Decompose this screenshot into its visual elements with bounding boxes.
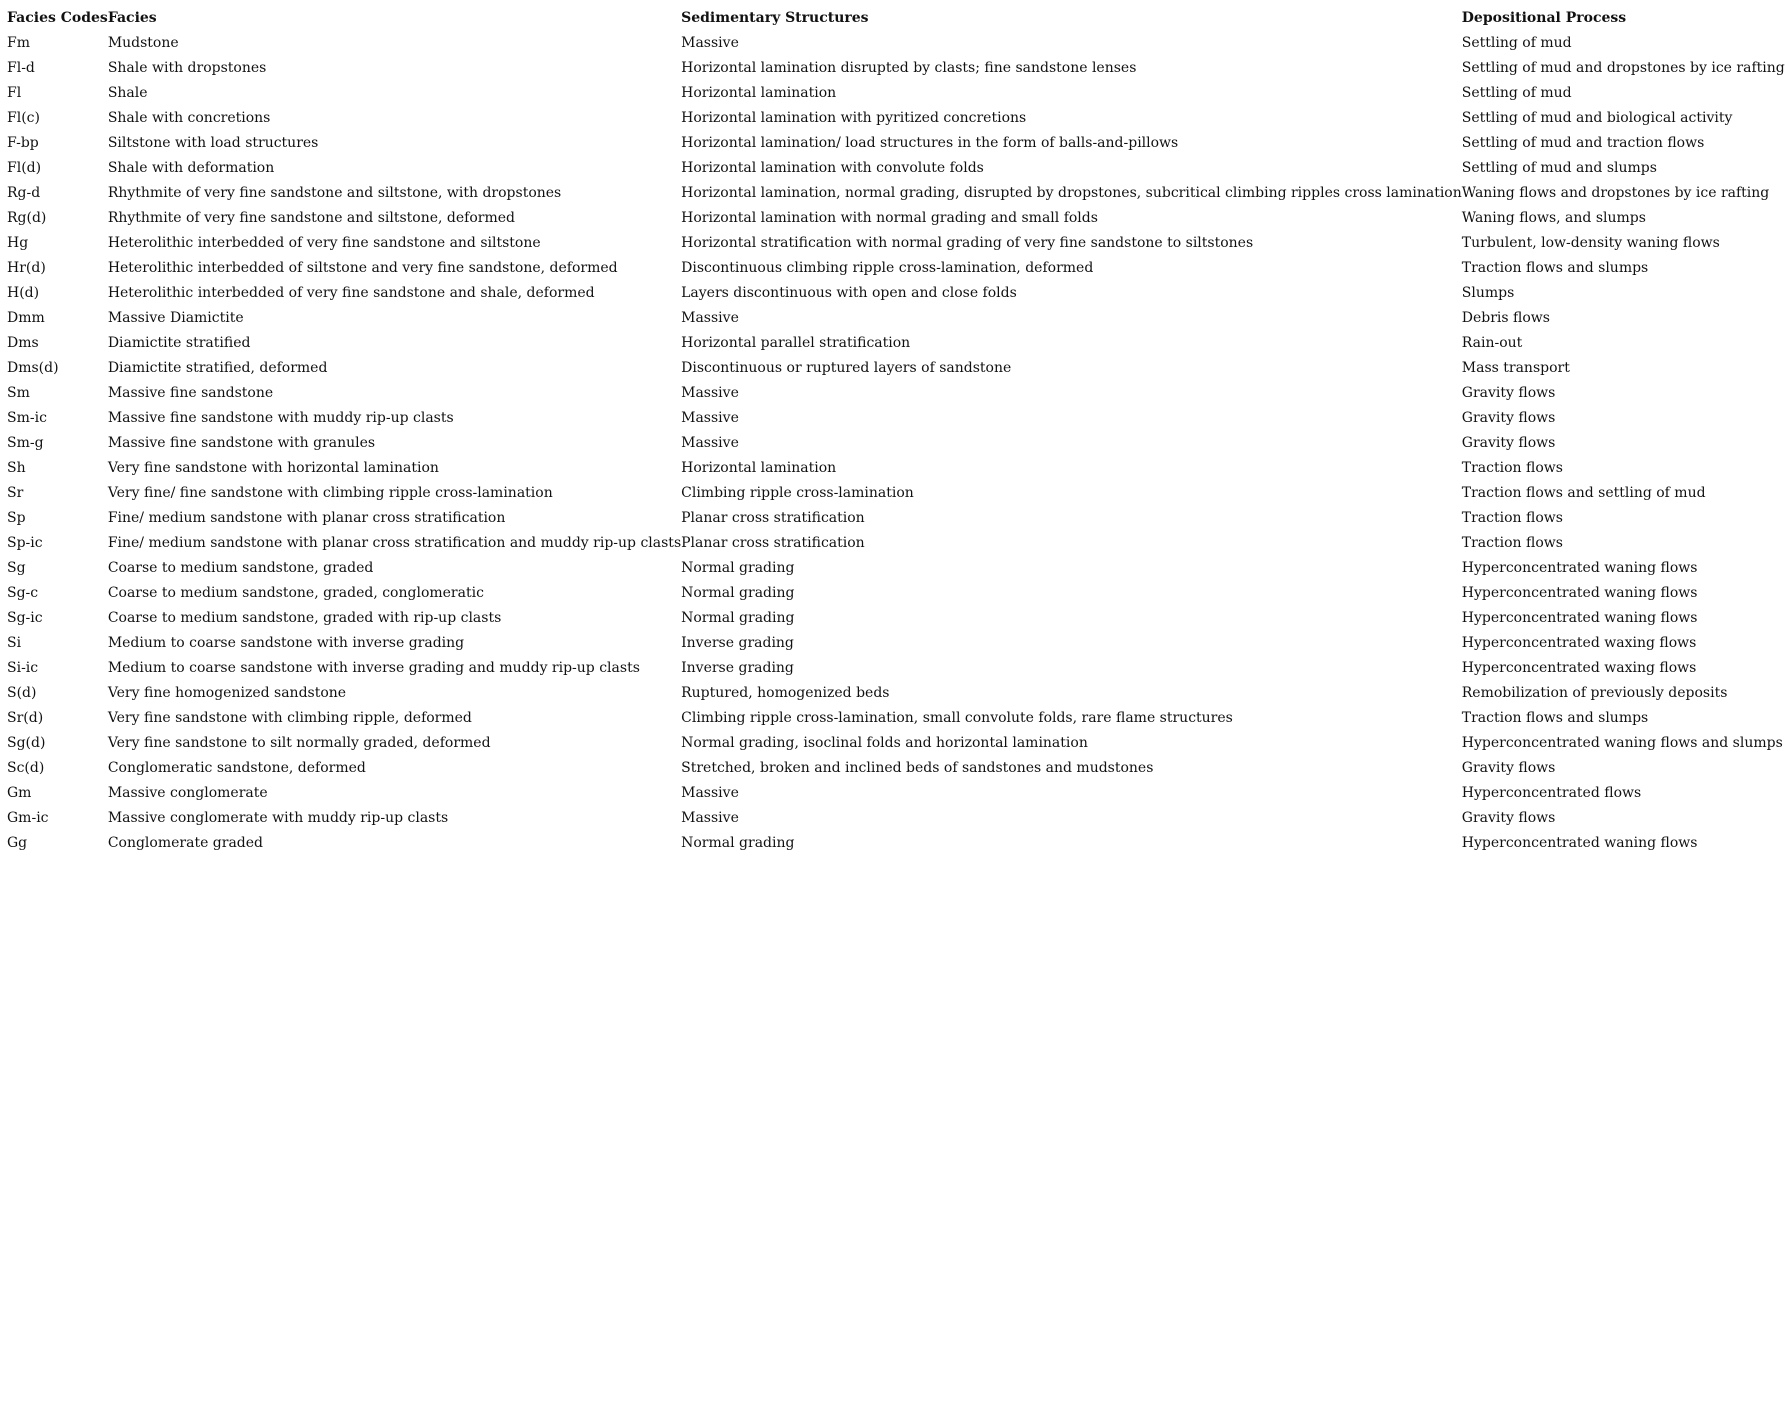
- facies-code-cell: Sr(d): [7, 710, 44, 726]
- depositional-process-cell: Mass transport: [1461, 360, 1570, 376]
- facies-code-cell: Gm-ic: [7, 810, 49, 826]
- header-depositional-process: Depositional Process: [1461, 10, 1627, 26]
- sedimentary-structures-cell: Horizontal lamination: [681, 85, 837, 101]
- table-row: [7, 581, 1785, 606]
- facies-code-cell: Fl-d: [7, 60, 35, 76]
- facies-cell: Massive conglomerate with muddy rip-up clasts: [107, 810, 449, 826]
- facies-code-cell: F-bp: [7, 135, 39, 151]
- facies-code-cell: Dms(d): [7, 360, 59, 376]
- facies-code-cell: Si: [7, 635, 22, 651]
- facies-cell: Very fine/ fine sandstone with climbing ripple cross-lamination: [107, 485, 553, 501]
- table-row: [7, 681, 1785, 706]
- facies-cell: Siltstone with load structures: [107, 135, 319, 151]
- depositional-process-cell: Waning flows, and slumps: [1461, 210, 1646, 226]
- facies-code-cell: Sg(d): [7, 735, 46, 751]
- facies-code-cell: Fl(d): [7, 160, 42, 176]
- sedimentary-structures-cell: Horizontal lamination with pyritized concretions: [681, 110, 1027, 126]
- facies-code-cell: Sh: [7, 460, 26, 476]
- sedimentary-structures-cell: Discontinuous or ruptured layers of sandstone: [681, 360, 1012, 376]
- facies-code-cell: H(d): [7, 285, 40, 301]
- facies-cell: Coarse to medium sandstone, graded with rip-up clasts: [107, 610, 502, 626]
- facies-code-cell: S(d): [7, 685, 37, 701]
- facies-cell: Mudstone: [107, 35, 179, 51]
- sedimentary-structures-cell: Massive: [681, 35, 739, 51]
- table-row: [7, 206, 1785, 231]
- facies-cell: Conglomerate graded: [107, 835, 264, 851]
- sedimentary-structures-cell: Horizontal lamination, normal grading, disrupted by dropstones, subcritical climbing ripples cross lamination: [681, 185, 1462, 201]
- facies-cell: Diamictite stratified, deformed: [107, 360, 328, 376]
- depositional-process-cell: Turbulent, low-density waning flows: [1461, 235, 1720, 251]
- sedimentary-structures-cell: Stretched, broken and inclined beds of sandstones and mudstones: [681, 760, 1154, 776]
- table-row: [7, 356, 1785, 381]
- facies-cell: Shale with concretions: [107, 110, 271, 126]
- sedimentary-structures-cell: Layers discontinuous with open and close folds: [681, 285, 1017, 301]
- table-row: [7, 656, 1785, 681]
- facies-cell: Massive fine sandstone with granules: [107, 435, 376, 451]
- facies-code-cell: Fl: [7, 85, 22, 101]
- facies-cell: Heterolithic interbedded of very fine sandstone and shale, deformed: [107, 285, 595, 301]
- depositional-process-cell: Hyperconcentrated flows: [1461, 785, 1642, 801]
- table-row: [7, 806, 1785, 831]
- sedimentary-structures-cell: Climbing ripple cross-lamination: [681, 485, 914, 501]
- depositional-process-cell: Traction flows and settling of mud: [1461, 485, 1706, 501]
- sedimentary-structures-cell: Horizontal stratification with normal grading of very fine sandstone to siltstones: [681, 235, 1254, 251]
- table-row: [7, 56, 1785, 81]
- depositional-process-cell: Rain-out: [1461, 335, 1523, 351]
- sedimentary-structures-cell: Massive: [681, 310, 739, 326]
- facies-cell: Diamictite stratified: [107, 335, 251, 351]
- facies-cell: Very fine sandstone with climbing ripple, deformed: [107, 710, 472, 726]
- sedimentary-structures-cell: Inverse grading: [681, 635, 794, 651]
- sedimentary-structures-cell: Normal grading: [681, 610, 795, 626]
- sedimentary-structures-cell: Ruptured, homogenized beds: [681, 685, 890, 701]
- sedimentary-structures-cell: Massive: [681, 810, 739, 826]
- sedimentary-structures-cell: Normal grading, isoclinal folds and horizontal lamination: [681, 735, 1088, 751]
- header-facies-codes: Facies Codes: [7, 10, 108, 26]
- facies-code-cell: Hr(d): [7, 260, 46, 276]
- depositional-process-cell: Gravity flows: [1461, 385, 1556, 401]
- table-row: [7, 606, 1785, 631]
- facies-code-cell: Rg-d: [7, 185, 41, 201]
- depositional-process-cell: Hyperconcentrated waning flows: [1461, 835, 1698, 851]
- depositional-process-cell: Traction flows: [1461, 510, 1563, 526]
- depositional-process-cell: Hyperconcentrated waxing flows: [1461, 635, 1697, 651]
- facies-cell: Coarse to medium sandstone, graded: [107, 560, 374, 576]
- table-row: [7, 456, 1785, 481]
- table-row: [7, 131, 1785, 156]
- facies-code-cell: Sp-ic: [7, 535, 43, 551]
- table-body: [7, 31, 1785, 856]
- depositional-process-cell: Waning flows and dropstones by ice rafting: [1461, 185, 1770, 201]
- table-row: [7, 531, 1785, 556]
- depositional-process-cell: Traction flows and slumps: [1461, 260, 1649, 276]
- depositional-process-cell: Debris flows: [1461, 310, 1550, 326]
- sedimentary-structures-cell: Horizontal lamination with convolute folds: [681, 160, 984, 176]
- table-row: [7, 431, 1785, 456]
- depositional-process-cell: Hyperconcentrated waning flows: [1461, 560, 1698, 576]
- table-row: [7, 556, 1785, 581]
- depositional-process-cell: Traction flows and slumps: [1461, 710, 1649, 726]
- facies-cell: Conglomeratic sandstone, deformed: [107, 760, 366, 776]
- table-row: [7, 756, 1785, 781]
- table-row: [7, 506, 1785, 531]
- sedimentary-structures-cell: Massive: [681, 385, 739, 401]
- facies-cell: Very fine sandstone to silt normally graded, deformed: [107, 735, 491, 751]
- depositional-process-cell: Settling of mud: [1461, 35, 1572, 51]
- facies-cell: Shale: [107, 85, 148, 101]
- table-row: [7, 31, 1785, 56]
- facies-cell: Medium to coarse sandstone with inverse grading and muddy rip-up clasts: [107, 660, 640, 676]
- table-row: [7, 731, 1785, 756]
- facies-cell: Rhythmite of very fine sandstone and siltstone, deformed: [107, 210, 515, 226]
- facies-code-cell: Sg-ic: [7, 610, 43, 626]
- table-row: [7, 306, 1785, 331]
- header-sedimentary-structures: Sedimentary Structures: [681, 10, 869, 26]
- facies-cell: Massive fine sandstone: [107, 385, 274, 401]
- facies-code-cell: Sc(d): [7, 760, 45, 776]
- facies-code-cell: Hg: [7, 235, 29, 251]
- facies-cell: Coarse to medium sandstone, graded, conglomeratic: [107, 585, 484, 601]
- table-row: [7, 831, 1785, 856]
- sedimentary-structures-cell: Planar cross stratification: [681, 510, 865, 526]
- depositional-process-cell: Settling of mud and traction flows: [1461, 135, 1705, 151]
- header-facies: Facies: [107, 10, 157, 26]
- depositional-process-cell: Gravity flows: [1461, 760, 1556, 776]
- depositional-process-cell: Hyperconcentrated waxing flows: [1461, 660, 1697, 676]
- facies-cell: Massive fine sandstone with muddy rip-up clasts: [107, 410, 454, 426]
- depositional-process-cell: Hyperconcentrated waning flows: [1461, 585, 1698, 601]
- facies-code-cell: Sg-c: [7, 585, 39, 601]
- facies-cell: Rhythmite of very fine sandstone and siltstone, with dropstones: [107, 185, 562, 201]
- facies-table: [7, 6, 1785, 856]
- depositional-process-cell: Gravity flows: [1461, 810, 1556, 826]
- facies-cell: Heterolithic interbedded of siltstone and very fine sandstone, deformed: [107, 260, 618, 276]
- table-row: [7, 156, 1785, 181]
- table-row: [7, 281, 1785, 306]
- depositional-process-cell: Settling of mud and dropstones by ice rafting: [1461, 60, 1785, 76]
- sedimentary-structures-cell: Horizontal lamination: [681, 460, 837, 476]
- sedimentary-structures-cell: Climbing ripple cross-lamination, small convolute folds, rare flame structures: [681, 710, 1233, 726]
- table-row: [7, 631, 1785, 656]
- facies-code-cell: Rg(d): [7, 210, 47, 226]
- facies-code-cell: Gg: [7, 835, 28, 851]
- sedimentary-structures-cell: Massive: [681, 410, 739, 426]
- facies-code-cell: Dms: [7, 335, 39, 351]
- facies-code-cell: Dmm: [7, 310, 45, 326]
- depositional-process-cell: Settling of mud: [1461, 85, 1572, 101]
- depositional-process-cell: Traction flows: [1461, 535, 1563, 551]
- depositional-process-cell: Remobilization of previously deposits: [1461, 685, 1728, 701]
- facies-cell: Very fine sandstone with horizontal lamination: [107, 460, 439, 476]
- depositional-process-cell: Settling of mud and biological activity: [1461, 110, 1733, 126]
- depositional-process-cell: Gravity flows: [1461, 435, 1556, 451]
- table-row: [7, 231, 1785, 256]
- header-row: [7, 6, 1785, 31]
- facies-code-cell: Gm: [7, 785, 32, 801]
- sedimentary-structures-cell: Discontinuous climbing ripple cross-lamination, deformed: [681, 260, 1094, 276]
- sedimentary-structures-cell: Normal grading: [681, 835, 795, 851]
- sedimentary-structures-cell: Normal grading: [681, 585, 795, 601]
- table-row: [7, 406, 1785, 431]
- sedimentary-structures-cell: Inverse grading: [681, 660, 794, 676]
- facies-cell: Massive conglomerate: [107, 785, 268, 801]
- facies-cell: Shale with dropstones: [107, 60, 267, 76]
- table-row: [7, 181, 1785, 206]
- sedimentary-structures-cell: Horizontal lamination/ load structures in the form of balls-and-pillows: [681, 135, 1179, 151]
- facies-cell: Fine/ medium sandstone with planar cross stratification and muddy rip-up clasts: [107, 535, 682, 551]
- table-row: [7, 331, 1785, 356]
- sedimentary-structures-cell: Massive: [681, 435, 739, 451]
- facies-cell: Heterolithic interbedded of very fine sandstone and siltstone: [107, 235, 541, 251]
- table-header: [7, 6, 1785, 31]
- facies-code-cell: Sm-ic: [7, 410, 47, 426]
- facies-cell: Shale with deformation: [107, 160, 275, 176]
- sedimentary-structures-cell: Horizontal lamination disrupted by clasts; fine sandstone lenses: [681, 60, 1137, 76]
- table-row: [7, 381, 1785, 406]
- depositional-process-cell: Slumps: [1461, 285, 1515, 301]
- table-row: [7, 706, 1785, 731]
- facies-cell: Massive Diamictite: [107, 310, 244, 326]
- depositional-process-cell: Hyperconcentrated waning flows and slumps: [1461, 735, 1783, 751]
- facies-cell: Fine/ medium sandstone with planar cross stratification: [107, 510, 506, 526]
- table-row: [7, 481, 1785, 506]
- facies-cell: Medium to coarse sandstone with inverse grading: [107, 635, 465, 651]
- table-row: [7, 81, 1785, 106]
- depositional-process-cell: Settling of mud and slumps: [1461, 160, 1657, 176]
- facies-code-cell: Fl(c): [7, 110, 40, 126]
- facies-code-cell: Sm: [7, 385, 30, 401]
- facies-code-cell: Sg: [7, 560, 26, 576]
- depositional-process-cell: Hyperconcentrated waning flows: [1461, 610, 1698, 626]
- sedimentary-structures-cell: Planar cross stratification: [681, 535, 865, 551]
- facies-code-cell: Si-ic: [7, 660, 39, 676]
- table-row: [7, 256, 1785, 281]
- sedimentary-structures-cell: Horizontal lamination with normal grading and small folds: [681, 210, 1098, 226]
- sedimentary-structures-cell: Normal grading: [681, 560, 795, 576]
- depositional-process-cell: Traction flows: [1461, 460, 1563, 476]
- facies-code-cell: Sp: [7, 510, 26, 526]
- sedimentary-structures-cell: Horizontal parallel stratification: [681, 335, 911, 351]
- table-row: [7, 106, 1785, 131]
- facies-code-cell: Sm-g: [7, 435, 44, 451]
- facies-code-cell: Sr: [7, 485, 24, 501]
- table-row: [7, 781, 1785, 806]
- depositional-process-cell: Gravity flows: [1461, 410, 1556, 426]
- facies-cell: Very fine homogenized sandstone: [107, 685, 347, 701]
- sedimentary-structures-cell: Massive: [681, 785, 739, 801]
- facies-code-cell: Fm: [7, 35, 30, 51]
